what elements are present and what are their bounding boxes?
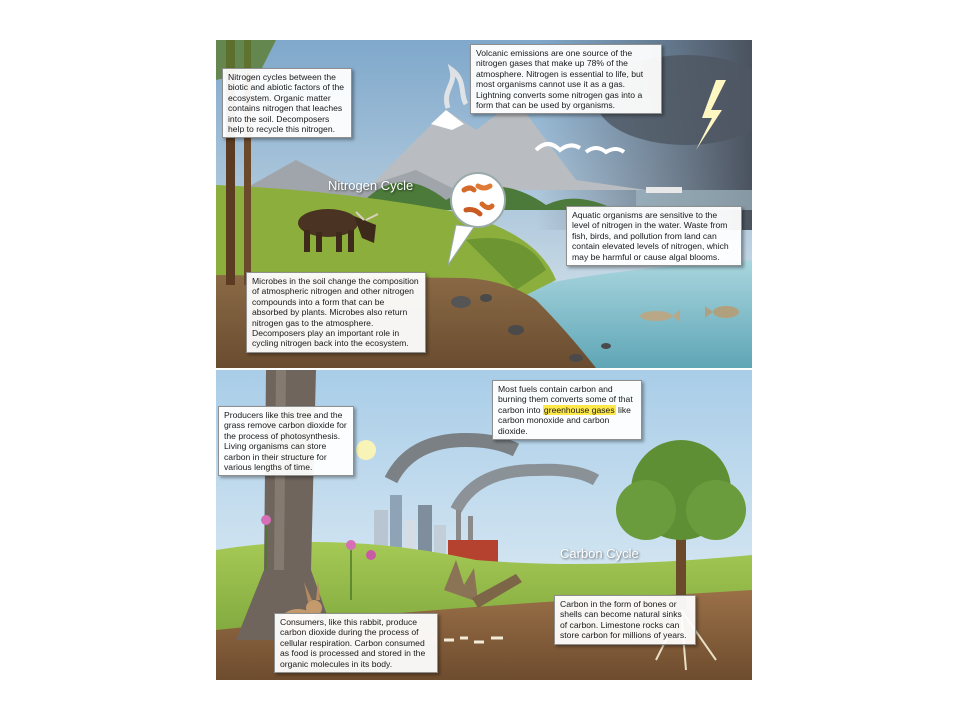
cycles-illustration bbox=[216, 40, 752, 680]
callout-text: Microbes in the soil change the composition of atmospheric nitrogen and other nitrogen compounds into a form that can be absorbed by plants. Microbes also return nitrogen gas to the atmosphere. Decomposers play an important role in cycling nitrogen back into the ecosystem. bbox=[252, 276, 419, 349]
callout-text: Most fuels contain carbon and burning them converts some of that carbon into bbox=[498, 384, 633, 415]
callout-volcanic-emissions bbox=[470, 44, 662, 114]
callout-nitrogen-cycle bbox=[222, 68, 352, 138]
carbon-cycle-title: Carbon Cycle bbox=[560, 546, 639, 561]
callout-producers bbox=[218, 406, 354, 476]
nitrogen-cycle-panel bbox=[216, 40, 752, 368]
callout-fuels bbox=[492, 380, 642, 440]
callout-aquatic-organisms bbox=[566, 206, 742, 266]
callout-bones-shells bbox=[554, 595, 696, 645]
fish bbox=[640, 311, 672, 321]
callout-soil-microbes bbox=[246, 272, 426, 353]
callout-text: Carbon in the form of bones or shells can become natural sinks of carbon. Limestone rocks can store carbon for millions of years. bbox=[560, 599, 687, 641]
sun-icon bbox=[356, 440, 376, 460]
ship bbox=[646, 187, 682, 193]
callout-text: Producers like this tree and the grass remove carbon dioxide for the process of photosynthesis. Living organisms can store carbon in their structure for various lengths of time. bbox=[224, 410, 347, 473]
microbe-magnifier bbox=[451, 173, 505, 227]
callout-text: Consumers, like this rabbit, produce carbon dioxide during the process of cellular respiration. Carbon consumed as food is processed and stored in the organic molecules in its body. bbox=[280, 617, 426, 669]
carbon-cycle-panel bbox=[216, 370, 752, 680]
highlighted-term: greenhouse gases bbox=[543, 404, 615, 415]
callout-text: like carbon monoxide and carbon dioxide. bbox=[498, 404, 631, 436]
nitrogen-cycle-title: Nitrogen Cycle bbox=[328, 178, 414, 193]
callout-text: Nitrogen cycles between the biotic and abiotic factors of the ecosystem. Organic matter contains nitrogen that leaches into the soil. Decomposers help to recycle this nitrogen. bbox=[228, 72, 345, 135]
callout-text: Volcanic emissions are one source of the nitrogen gases that make up 78% of the atmosphere. Nitrogen is essential to life, but most organisms cannot use it as a gas. Lightning converts some nitrogen gas into a form that can be used by organisms. bbox=[476, 48, 644, 111]
callout-text: Aquatic organisms are sensitive to the level of nitrogen in the water. Waste from fish, birds, and pollution from land can contain elevated levels of nitrogen, which may be harmful or cause algal blooms. bbox=[572, 210, 729, 262]
callout-consumers bbox=[274, 613, 438, 673]
